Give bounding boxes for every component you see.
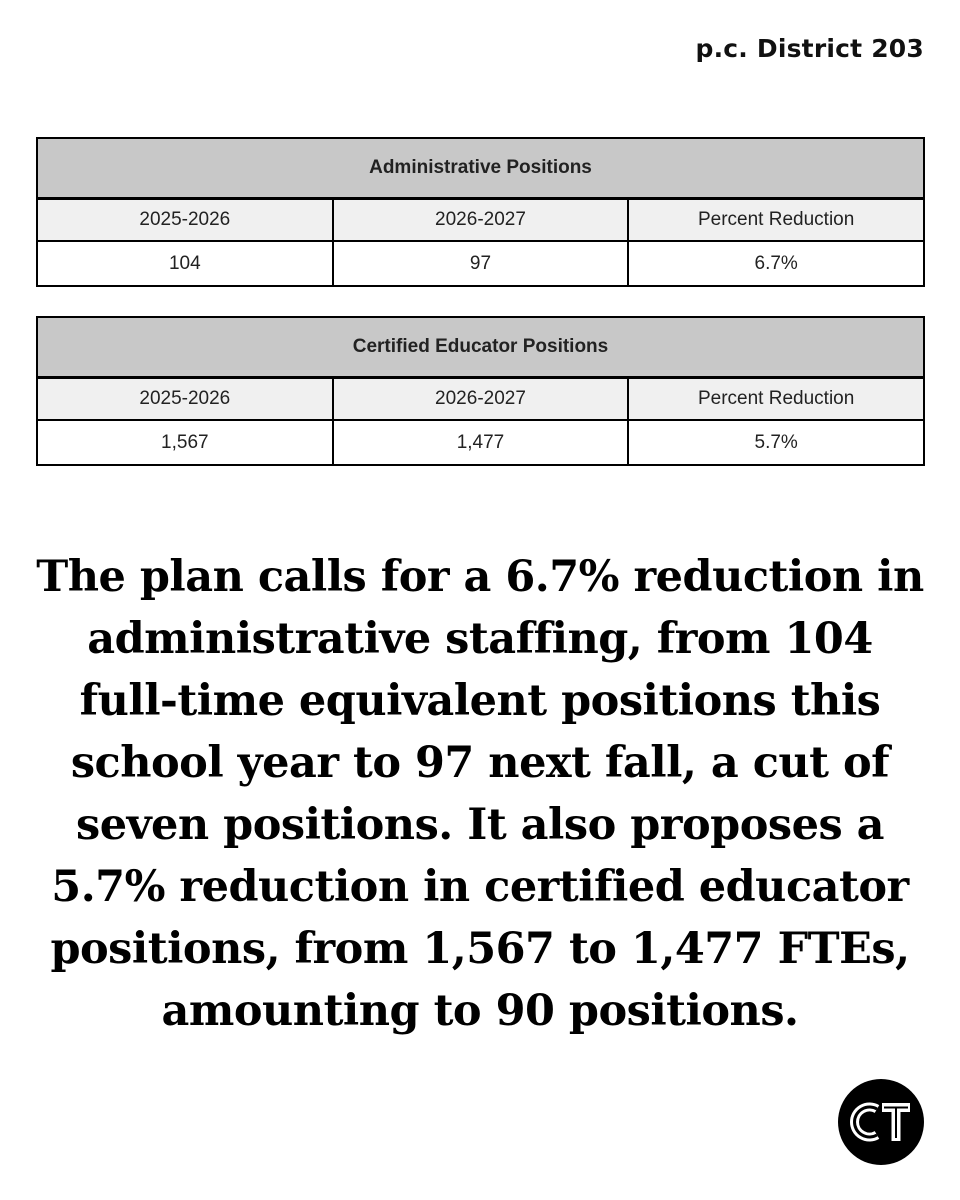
column-header-2025-2026: 2025-2026 [37, 378, 333, 421]
value-percent-reduction: 6.7% [628, 241, 924, 286]
certified-educator-positions-table [36, 316, 925, 466]
photo-credit: p.c. District 203 [695, 34, 924, 63]
column-header-2026-2027: 2026-2027 [333, 378, 629, 421]
body-line: positions, from 1,567 to 1,477 FTEs, [50, 924, 910, 974]
ct-logo [838, 1079, 924, 1165]
ct-logo-mark [846, 1097, 916, 1147]
body-line: amounting to 90 positions. [161, 986, 799, 1036]
value-2026-2027: 1,477 [333, 420, 629, 465]
body-line: seven positions. It also proposes a [76, 800, 884, 850]
body-line: The plan calls for a 6.7% reduction in [36, 552, 924, 602]
value-2025-2026: 1,567 [37, 420, 333, 465]
column-header-2026-2027: 2026-2027 [333, 199, 629, 242]
body-line: 5.7% reduction in certified educator [51, 862, 909, 912]
body-line: full-time equivalent positions this [79, 676, 881, 726]
table-title: Administrative Positions [37, 138, 924, 199]
column-header-percent-reduction: Percent Reduction [628, 378, 924, 421]
body-line: school year to 97 next fall, a cut of [70, 738, 890, 788]
value-percent-reduction: 5.7% [628, 420, 924, 465]
column-header-percent-reduction: Percent Reduction [628, 199, 924, 242]
column-header-2025-2026: 2025-2026 [37, 199, 333, 242]
body-line: administrative staffing, from 104 [87, 614, 873, 664]
value-2026-2027: 97 [333, 241, 629, 286]
value-2025-2026: 104 [37, 241, 333, 286]
table-title: Certified Educator Positions [37, 317, 924, 378]
body-text [20, 546, 940, 1042]
administrative-positions-table [36, 137, 925, 287]
